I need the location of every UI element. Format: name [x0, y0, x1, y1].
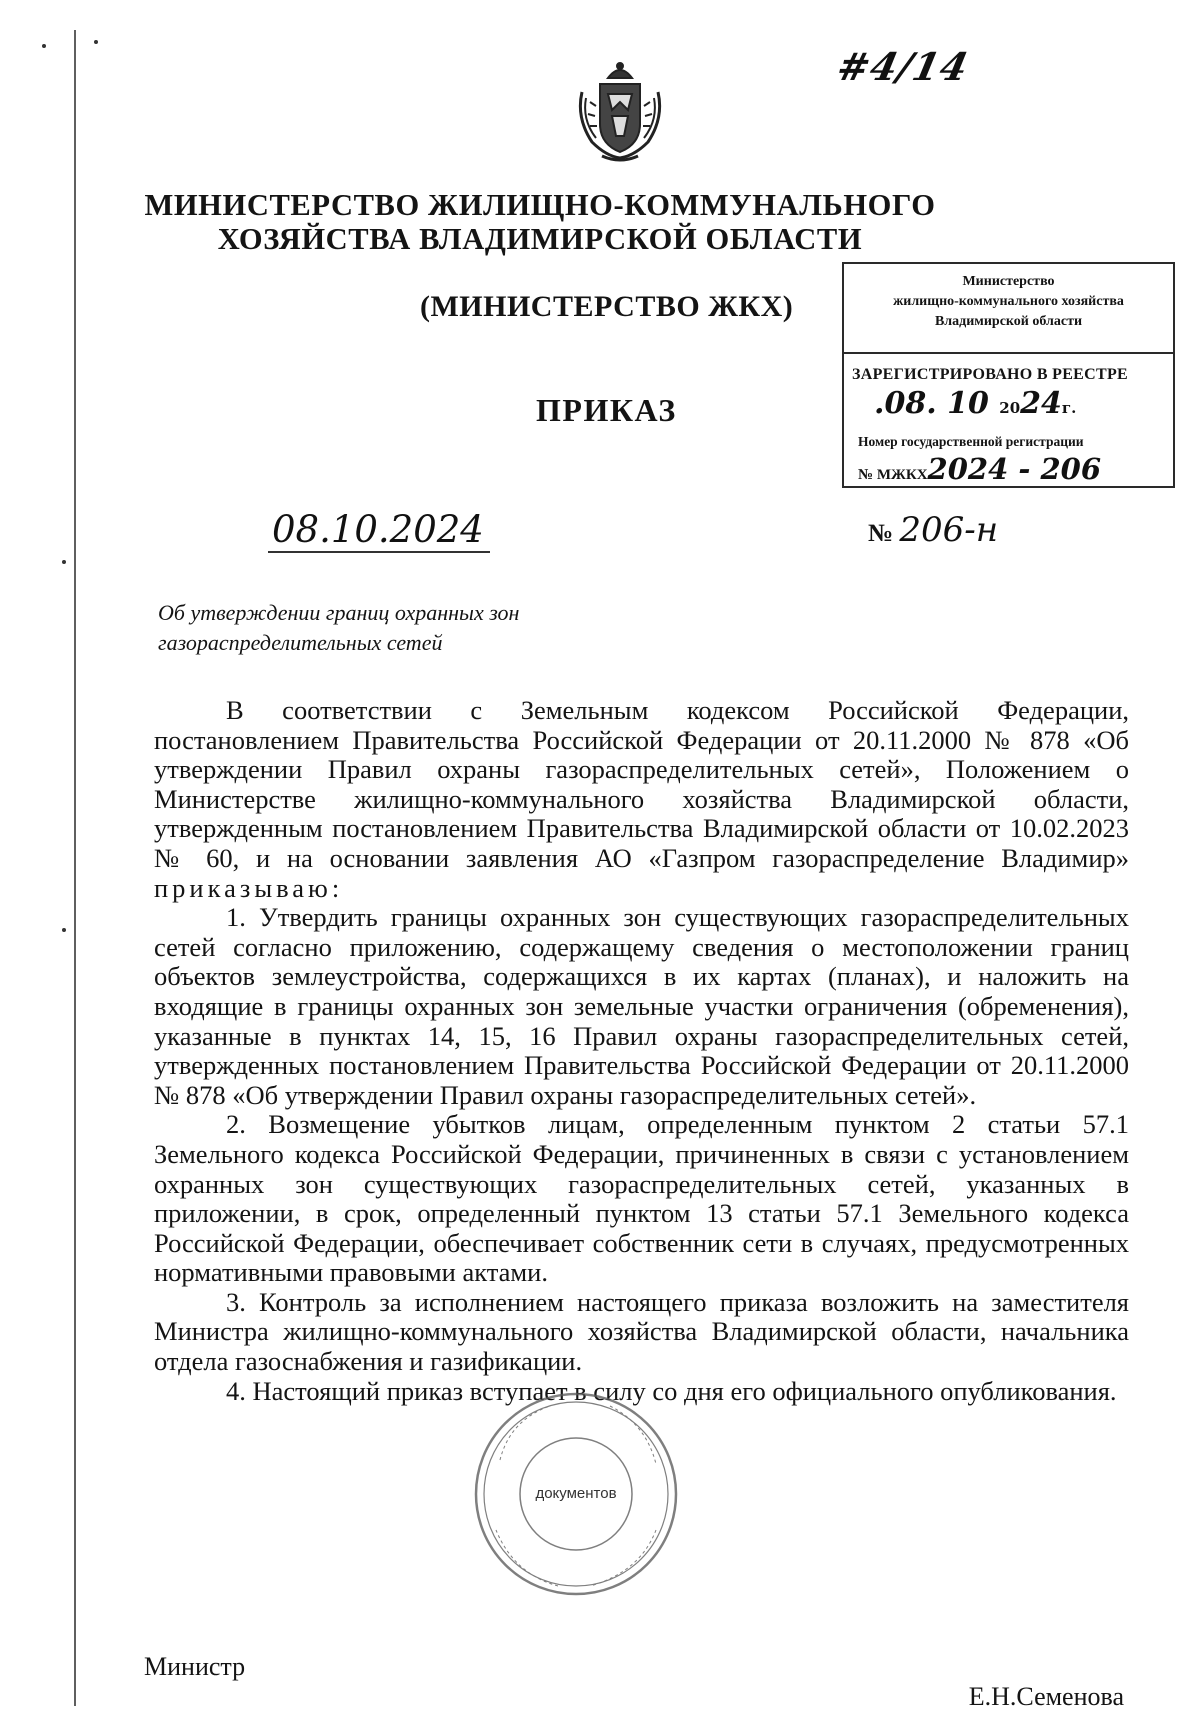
stamp-number-label: Номер государственной регистрации — [858, 434, 1084, 449]
scan-speck — [62, 560, 66, 564]
scan-speck — [62, 928, 66, 932]
stamp-org-line2: жилищно-коммунального хозяйства — [893, 294, 1124, 309]
order-item-3: 3. Контроль за исполнением настоящего приказа возложить на заместителя Министра жилищно-коммунального хозяйства Владимирской области, начальника отдела газоснабжения и газификации. — [154, 1286, 1129, 1377]
preamble-paragraph — [154, 696, 1129, 903]
stamp-registered-label: ЗАРЕГИСТРИРОВАНО В РЕЕСТРЕ — [852, 366, 1129, 383]
signatory-position: Министр — [144, 1652, 246, 1681]
stamp-org-line3: Владимирской области — [934, 314, 1083, 329]
signatory-name: Е.Н.Семенова — [968, 1682, 1124, 1711]
order-item-4: 4. Настоящий приказ вступает в силу со дня его официального опубликования. — [226, 1375, 1117, 1406]
left-margin-line — [74, 30, 76, 1706]
ministry-title-line2: ХОЗЯЙСТВА ВЛАДИМИРСКОЙ ОБЛАСТИ — [217, 222, 863, 256]
scan-speck — [42, 44, 46, 48]
stamp-organization — [844, 264, 1173, 354]
order-number-prefix: № — [868, 520, 894, 547]
stamp-number-value: 2024 - 206 — [927, 452, 1102, 486]
official-seal — [470, 1390, 682, 1598]
stamp-date-year-unit: г. — [1061, 399, 1077, 417]
seal-text: документов — [535, 1485, 617, 1502]
order-number — [868, 510, 998, 550]
order-subject — [158, 598, 519, 658]
ministry-title — [140, 188, 940, 256]
stamp-number-line — [858, 452, 1173, 486]
preamble-command: приказываю: — [154, 872, 344, 903]
preamble-text: В соответствии с Земельным кодексом Российской Федерации, постановлением Правительства Российской Федерации от 20.11.2000 № 878 «Об утверждении Правил охраны газораспределительных сетей», Положением о Министерстве жилищно-коммунального хозяйства Владимирской области, утвержденным постановлением Правительства Владимирской области от 10.02.2023 № 60, и на основании заявления АО «Газпром газораспределение Владимир» — [154, 695, 1129, 873]
ministry-title-line1: МИНИСТЕРСТВО ЖИЛИЩНО-КОММУНАЛЬНОГО — [144, 188, 936, 222]
stamp-date-year-suffix: 24 — [1020, 386, 1062, 421]
order-number-value: 206-н — [899, 510, 999, 550]
scan-speck — [94, 40, 98, 44]
order-body — [154, 696, 1129, 1406]
order-date: 08.10.2024 — [268, 508, 490, 553]
handwritten-corner-mark: #4/14 — [833, 44, 973, 89]
subject-line2: газораспределительных сетей — [158, 630, 443, 655]
ministry-short-name: (МИНИСТЕРСТВО ЖКХ) — [420, 290, 794, 323]
subject-line1: Об утверждении границ охранных зон — [158, 600, 520, 625]
registration-stamp — [842, 262, 1175, 488]
stamp-number-prefix: № МЖКХ — [858, 467, 928, 483]
order-item-1: 1. Утвердить границы охранных зон существующих газораспределительных сетей согласно приложению, содержащему сведения о местоположении границ объектов землеустройства, содержащихся в их картах (планах), и наложить на входящие в границы охранных зон земельные участки ограничения (обременения), указанные в пунктах 14, 15, 16 Правил охраны газораспределительных сетей, утвержденных постановлением Правительства Российской Федерации от 20.11.2000 № 878 «Об утверждении Правил охраны газораспределительных сетей». — [154, 902, 1129, 1110]
stamp-registration-date — [874, 388, 1173, 424]
coat-of-arms-emblem — [572, 58, 668, 162]
document-type-heading: ПРИКАЗ — [536, 392, 677, 428]
stamp-date-day-month: .08. 10 — [874, 386, 989, 421]
order-item-2: 2. Возмещение убытков лицам, определенным пунктом 2 статьи 57.1 Земельного кодекса Российской Федерации, причиненных в связи с установлением охранных зон существующих газораспределительных сетей, указанных в приложении, в срок, определенный пунктом 13 статьи 57.1 Земельного кодекса Российской Федерации, обеспечивает собственник сети в случаях, предусмотренных нормативными правовыми актами. — [154, 1109, 1129, 1288]
stamp-org-line1: Министерство — [962, 274, 1055, 289]
stamp-date-year-prefix: 20 — [999, 399, 1021, 417]
